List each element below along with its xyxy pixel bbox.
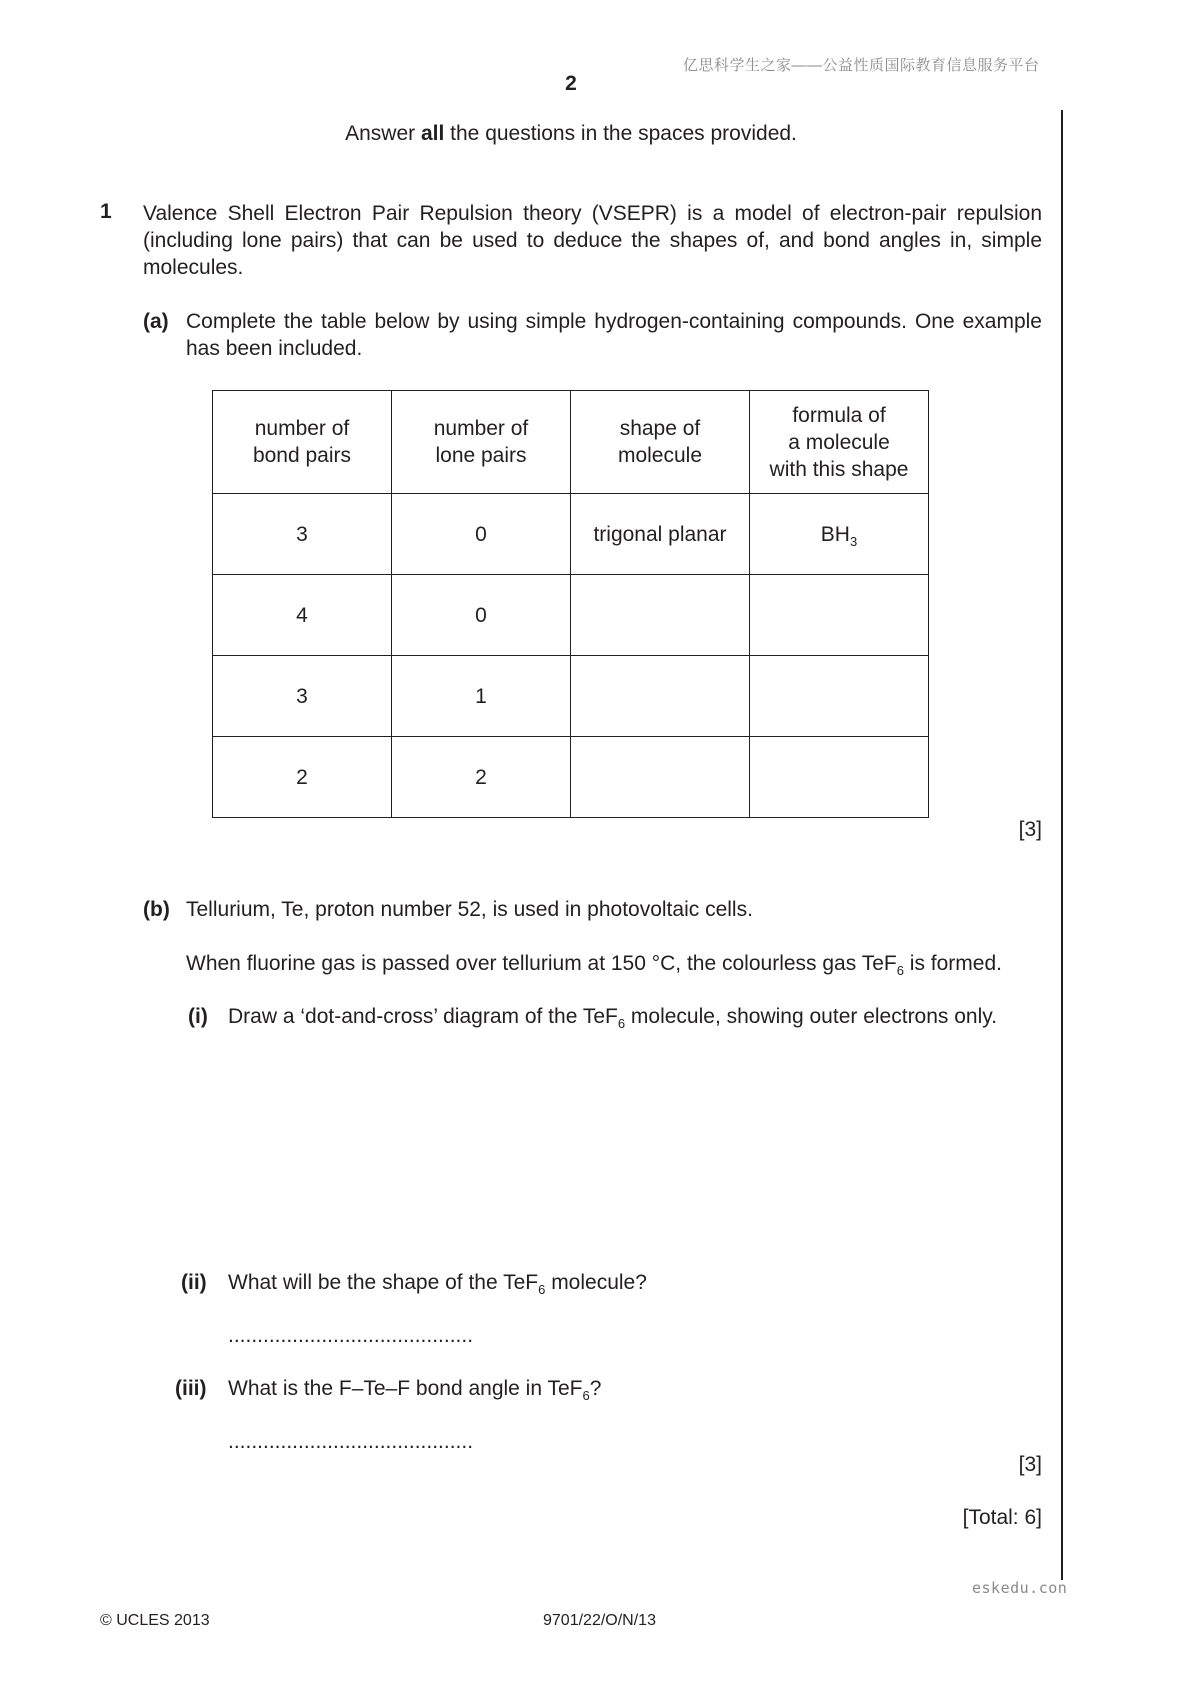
cell-shape-answer[interactable] bbox=[571, 737, 750, 818]
part-a-label: (a) bbox=[143, 310, 169, 333]
table-row bbox=[213, 737, 929, 818]
part-b-i-text: Draw a ‘dot-and-cross’ diagram of the TeF$_6$ molecule, showing outer electrons only. bbox=[228, 1005, 998, 1031]
watermark-bottom: eskedu.con bbox=[972, 1579, 1068, 1597]
cell-lone-pairs: 1 bbox=[392, 656, 571, 737]
page-number: 2 bbox=[565, 72, 577, 95]
margin-line bbox=[1061, 110, 1063, 1580]
cell-formula: $BH_3$ bbox=[750, 494, 929, 575]
part-b-iii-label: (iii) bbox=[175, 1377, 207, 1400]
instruction-post: the questions in the spaces provided. bbox=[444, 122, 797, 145]
cell-shape: trigonal planar bbox=[571, 494, 750, 575]
cell-lone-pairs: 0 bbox=[392, 494, 571, 575]
part-b-text-2: When fluorine gas is passed over tellurium at 150 °C, the colourless gas TeF$_6$ is formed. bbox=[186, 952, 1002, 978]
part-b-ii-label: (ii) bbox=[181, 1271, 207, 1294]
cell-lone-pairs: 2 bbox=[392, 737, 571, 818]
table-header-row bbox=[213, 391, 929, 494]
header-bond-pairs: number of bond pairs bbox=[213, 391, 392, 494]
diagram-answer-space[interactable] bbox=[228, 1040, 1038, 1250]
cell-bond-pairs: 3 bbox=[213, 656, 392, 737]
cell-bond-pairs: 4 bbox=[213, 575, 392, 656]
instruction-pre: Answer bbox=[345, 122, 421, 145]
part-b-label: (b) bbox=[143, 898, 170, 921]
part-b-marks: [3] bbox=[1018, 1453, 1042, 1476]
cell-formula-answer[interactable] bbox=[750, 575, 929, 656]
footer-copyright: © UCLES 2013 bbox=[100, 1612, 210, 1629]
total-marks: [Total: 6] bbox=[962, 1506, 1042, 1529]
question-1-text: Valence Shell Electron Pair Repulsion theory (VSEPR) is a model of electron-pair repulsion (including lone pairs) that can be used to deduce the shapes of, and bond angles in, simple molecules. bbox=[143, 202, 1042, 279]
answer-line-shape[interactable]: .......................................... bbox=[228, 1324, 474, 1347]
header-lone-pairs: number of lone pairs bbox=[392, 391, 571, 494]
cell-formula-answer[interactable] bbox=[750, 656, 929, 737]
part-a-marks: [3] bbox=[1018, 818, 1042, 841]
table-row bbox=[213, 575, 929, 656]
footer-paper-code: 9701/22/O/N/13 bbox=[543, 1612, 656, 1629]
table-row bbox=[213, 656, 929, 737]
cell-formula-answer[interactable] bbox=[750, 737, 929, 818]
part-b-i-label: (i) bbox=[188, 1005, 208, 1028]
part-b-iii-text: What is the F–Te–F bond angle in TeF$_6$? bbox=[228, 1377, 602, 1403]
part-b-ii-text: What will be the shape of the TeF$_6$ molecule? bbox=[228, 1271, 647, 1297]
instruction-bold: all bbox=[420, 122, 445, 145]
cell-shape-answer[interactable] bbox=[571, 575, 750, 656]
header-formula: formula of a molecule with this shape bbox=[750, 391, 929, 494]
instruction bbox=[0, 122, 1142, 146]
header-shape: shape of molecule bbox=[571, 391, 750, 494]
cell-bond-pairs: 3 bbox=[213, 494, 392, 575]
vsepr-table bbox=[212, 390, 929, 818]
part-b-text: Tellurium, Te, proton number 52, is used in photovoltaic cells. bbox=[186, 898, 753, 921]
question-number: 1 bbox=[100, 200, 112, 223]
cell-bond-pairs: 2 bbox=[213, 737, 392, 818]
watermark-top: 亿思科学生之家——公益性质国际教育信息服务平台 bbox=[683, 57, 1040, 74]
table-row bbox=[213, 494, 929, 575]
cell-shape-answer[interactable] bbox=[571, 656, 750, 737]
cell-lone-pairs: 0 bbox=[392, 575, 571, 656]
part-a-text: Complete the table below by using simple hydrogen-containing compounds. One example has been included. bbox=[186, 310, 1042, 360]
answer-line-angle[interactable]: .......................................... bbox=[228, 1430, 474, 1453]
